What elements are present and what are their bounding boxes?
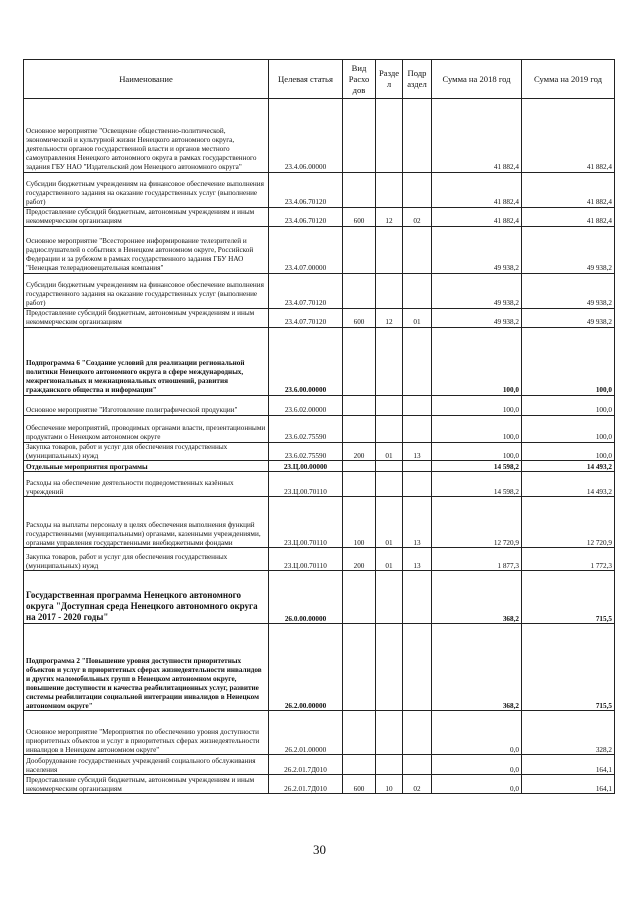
cell-vid: 600 [343, 208, 376, 227]
table-row [24, 461, 615, 472]
cell-code: 23.Ц.00.70110 [269, 497, 343, 548]
cell-name: Основное мероприятие "Всестороннее информирование телезрителей и радиослушателей о событиях в Ненецком автономном округе, Российской Федерации и за рубежом в рамках государственного задания ГБУ НАО "Ненецкая телерадиовещательная компания" [24, 226, 269, 273]
cell-podr [403, 711, 432, 755]
cell-vid [343, 226, 376, 273]
cell-s2018: 49 938,2 [432, 308, 522, 327]
cell-podr [403, 461, 432, 472]
cell-vid [343, 395, 376, 415]
table-row [24, 173, 615, 208]
cell-s2019: 164,1 [522, 755, 615, 775]
cell-name: Закупка товаров, работ и услуг для обеспечения государственных (муниципальных) нужд [24, 548, 269, 571]
cell-podr: 13 [403, 497, 432, 548]
cell-s2018: 41 882,4 [432, 208, 522, 227]
cell-razd [376, 327, 403, 395]
cell-name: Обеспечение мероприятий, проводимых органами власти, презентационными продуктами о Ненецком автономном округе [24, 415, 269, 442]
cell-vid [343, 327, 376, 395]
cell-name: Субсидии бюджетным учреждениям на финансовое обеспечение выполнения государственного задания на оказание государственных услуг (выполнение работ) [24, 173, 269, 208]
cell-name: Государственная программа Ненецкого автономного округа "Доступная среда Ненецкого автономного округа на 2017 - 2020 годы" [24, 571, 269, 624]
cell-code: 23.4.06.70120 [269, 173, 343, 208]
cell-podr: 13 [403, 442, 432, 461]
table-row [24, 548, 615, 571]
cell-s2019: 715,5 [522, 571, 615, 624]
cell-name: Предоставление субсидий бюджетным, автономным учреждениям и иным некоммерческим организациям [24, 775, 269, 794]
cell-code: 23.4.07.70120 [269, 308, 343, 327]
cell-name: Дооборудование государственных учреждений социального обслуживания населения [24, 755, 269, 775]
cell-razd: 01 [376, 497, 403, 548]
cell-s2019: 14 493,2 [522, 461, 615, 472]
cell-vid [343, 273, 376, 308]
cell-podr [403, 395, 432, 415]
cell-s2018: 100,0 [432, 415, 522, 442]
cell-razd [376, 395, 403, 415]
cell-podr [403, 755, 432, 775]
cell-vid [343, 711, 376, 755]
cell-name: Расходы на выплаты персоналу в целях обеспечения выполнения функций государственными (муниципальными) органами, казенными учреждениями, органами управления государственными внебюджетными фондами [24, 497, 269, 548]
cell-s2019: 41 882,4 [522, 173, 615, 208]
cell-vid: 200 [343, 442, 376, 461]
cell-s2019: 100,0 [522, 415, 615, 442]
table-row [24, 395, 615, 415]
cell-podr [403, 173, 432, 208]
cell-code: 26.0.00.00000 [269, 571, 343, 624]
cell-code: 23.4.07.00000 [269, 226, 343, 273]
cell-s2018: 41 882,4 [432, 99, 522, 173]
cell-s2019: 49 938,2 [522, 273, 615, 308]
cell-s2018: 49 938,2 [432, 226, 522, 273]
table-row [24, 497, 615, 548]
table-header-row [24, 60, 615, 99]
cell-code: 23.4.06.70120 [269, 208, 343, 227]
cell-vid: 200 [343, 548, 376, 571]
table-row [24, 755, 615, 775]
cell-s2018: 0,0 [432, 755, 522, 775]
budget-table [23, 59, 615, 794]
cell-name: Отдельные мероприятия программы [24, 461, 269, 472]
cell-podr: 01 [403, 308, 432, 327]
cell-s2019: 100,0 [522, 442, 615, 461]
table-row [24, 442, 615, 461]
cell-s2018: 14 598,2 [432, 461, 522, 472]
cell-code: 23.Ц.00.70110 [269, 472, 343, 497]
header-podr: Подр аздел [403, 60, 432, 99]
cell-s2018: 49 938,2 [432, 273, 522, 308]
cell-podr [403, 273, 432, 308]
cell-name: Основное мероприятие "Изготовление полиграфической продукции" [24, 395, 269, 415]
cell-code: 26.2.01.7Д010 [269, 775, 343, 794]
header-code: Целевая статья [269, 60, 343, 99]
cell-podr: 13 [403, 548, 432, 571]
cell-s2019: 715,5 [522, 624, 615, 711]
table-row [24, 99, 615, 173]
cell-s2019: 41 882,4 [522, 99, 615, 173]
cell-vid [343, 461, 376, 472]
cell-razd: 01 [376, 548, 403, 571]
cell-vid: 600 [343, 775, 376, 794]
cell-vid [343, 755, 376, 775]
cell-vid [343, 624, 376, 711]
cell-podr [403, 327, 432, 395]
table-row [24, 775, 615, 794]
table-row [24, 308, 615, 327]
cell-s2019: 328,2 [522, 711, 615, 755]
cell-code: 23.6.02.00000 [269, 395, 343, 415]
cell-s2018: 100,0 [432, 442, 522, 461]
cell-s2018: 100,0 [432, 395, 522, 415]
table-row [24, 226, 615, 273]
cell-s2019: 49 938,2 [522, 308, 615, 327]
cell-s2018: 368,2 [432, 624, 522, 711]
cell-s2019: 100,0 [522, 395, 615, 415]
cell-razd: 12 [376, 208, 403, 227]
cell-code: 23.6.02.75590 [269, 415, 343, 442]
cell-code: 23.6.00.00000 [269, 327, 343, 395]
document-page [23, 59, 615, 794]
cell-razd [376, 173, 403, 208]
cell-code: 23.Ц.00.70110 [269, 548, 343, 571]
cell-s2018: 1 877,3 [432, 548, 522, 571]
cell-razd [376, 711, 403, 755]
table-row [24, 711, 615, 755]
table-row [24, 327, 615, 395]
cell-s2018: 0,0 [432, 711, 522, 755]
cell-name: Предоставление субсидий бюджетным, автономным учреждениям и иным некоммерческим организациям [24, 308, 269, 327]
cell-name: Предоставление субсидий бюджетным, автономным учреждениям и иным некоммерческим организациям [24, 208, 269, 227]
cell-vid [343, 99, 376, 173]
cell-podr [403, 624, 432, 711]
cell-razd [376, 571, 403, 624]
cell-s2019: 100,0 [522, 327, 615, 395]
cell-code: 23.4.06.00000 [269, 99, 343, 173]
cell-razd [376, 226, 403, 273]
cell-s2019: 14 493,2 [522, 472, 615, 497]
cell-vid: 100 [343, 497, 376, 548]
cell-s2019: 1 772,3 [522, 548, 615, 571]
header-razd: Разде л [376, 60, 403, 99]
table-row [24, 415, 615, 442]
cell-name: Субсидии бюджетным учреждениям на финансовое обеспечение выполнения государственного задания на оказание государственных услуг (выполнение работ) [24, 273, 269, 308]
cell-podr: 02 [403, 208, 432, 227]
cell-podr [403, 571, 432, 624]
cell-code: 23.4.07.70120 [269, 273, 343, 308]
cell-code: 23.6.02.75590 [269, 442, 343, 461]
cell-razd [376, 273, 403, 308]
cell-s2018: 41 882,4 [432, 173, 522, 208]
cell-podr: 02 [403, 775, 432, 794]
cell-s2018: 100,0 [432, 327, 522, 395]
cell-podr [403, 415, 432, 442]
cell-s2019: 12 720,9 [522, 497, 615, 548]
cell-razd [376, 99, 403, 173]
cell-s2018: 14 598,2 [432, 472, 522, 497]
cell-razd: 12 [376, 308, 403, 327]
table-row [24, 624, 615, 711]
table-row [24, 571, 615, 624]
cell-podr [403, 99, 432, 173]
cell-code: 26.2.00.00000 [269, 624, 343, 711]
cell-podr [403, 472, 432, 497]
cell-podr [403, 226, 432, 273]
cell-vid: 600 [343, 308, 376, 327]
cell-razd: 10 [376, 775, 403, 794]
header-sum-2018: Сумма на 2018 год [432, 60, 522, 99]
cell-code: 26.2.01.7Д010 [269, 755, 343, 775]
cell-s2019: 41 882,4 [522, 208, 615, 227]
table-row [24, 273, 615, 308]
cell-s2019: 49 938,2 [522, 226, 615, 273]
cell-razd: 01 [376, 442, 403, 461]
cell-razd [376, 755, 403, 775]
cell-vid [343, 472, 376, 497]
header-sum-2019: Сумма на 2019 год [522, 60, 615, 99]
cell-name: Расходы на обеспечение деятельности подведомственных казённых учреждений [24, 472, 269, 497]
cell-razd [376, 461, 403, 472]
table-row [24, 208, 615, 227]
page-number: 30 [313, 842, 326, 857]
cell-name: Основное мероприятие "Мероприятия по обеспечению уровня доступности приоритетных объектов и услуг в приоритетных сферах жизнедеятельности инвалидов в Ненецком автономном округе" [24, 711, 269, 755]
cell-razd [376, 472, 403, 497]
table-row [24, 472, 615, 497]
header-vid: Вид Расхо дов [343, 60, 376, 99]
cell-name: Подпрограмма 6 "Создание условий для реализации региональной политики Ненецкого автономного округа в сфере международных, межрегиональных и межнациональных отношений, развития гражданского общества и информации" [24, 327, 269, 395]
header-name: Наименование [24, 60, 269, 99]
cell-razd [376, 415, 403, 442]
cell-code: 23.Ц.00.00000 [269, 461, 343, 472]
cell-s2018: 0,0 [432, 775, 522, 794]
cell-s2018: 12 720,9 [432, 497, 522, 548]
cell-s2018: 368,2 [432, 571, 522, 624]
cell-name: Основное мероприятие "Освещение общественно-политической, экономической и культурной жизни Ненецкого автономного округа, деятельности органов государственной власти и органов местного самоуправления Ненецкого автономного округа в рамках государственного задания ГБУ НАО "Издательский дом Ненецкого автономного округа" [24, 99, 269, 173]
cell-razd [376, 624, 403, 711]
cell-name: Закупка товаров, работ и услуг для обеспечения государственных (муниципальных) нужд [24, 442, 269, 461]
cell-s2019: 164,1 [522, 775, 615, 794]
cell-code: 26.2.01.00000 [269, 711, 343, 755]
cell-vid [343, 415, 376, 442]
cell-name: Подпрограмма 2 "Повышение уровня доступности приоритетных объектов и услуг в приоритетных сферах жизнедеятельности инвалидов и других маломобильных групп в Ненецком автономном округе, повышение доступности и качества реабилитационных услуг, развитие системы реабилитации социальной интеграции инвалидов в Ненецком автономном округе" [24, 624, 269, 711]
table-body [24, 99, 615, 794]
cell-vid [343, 571, 376, 624]
cell-vid [343, 173, 376, 208]
